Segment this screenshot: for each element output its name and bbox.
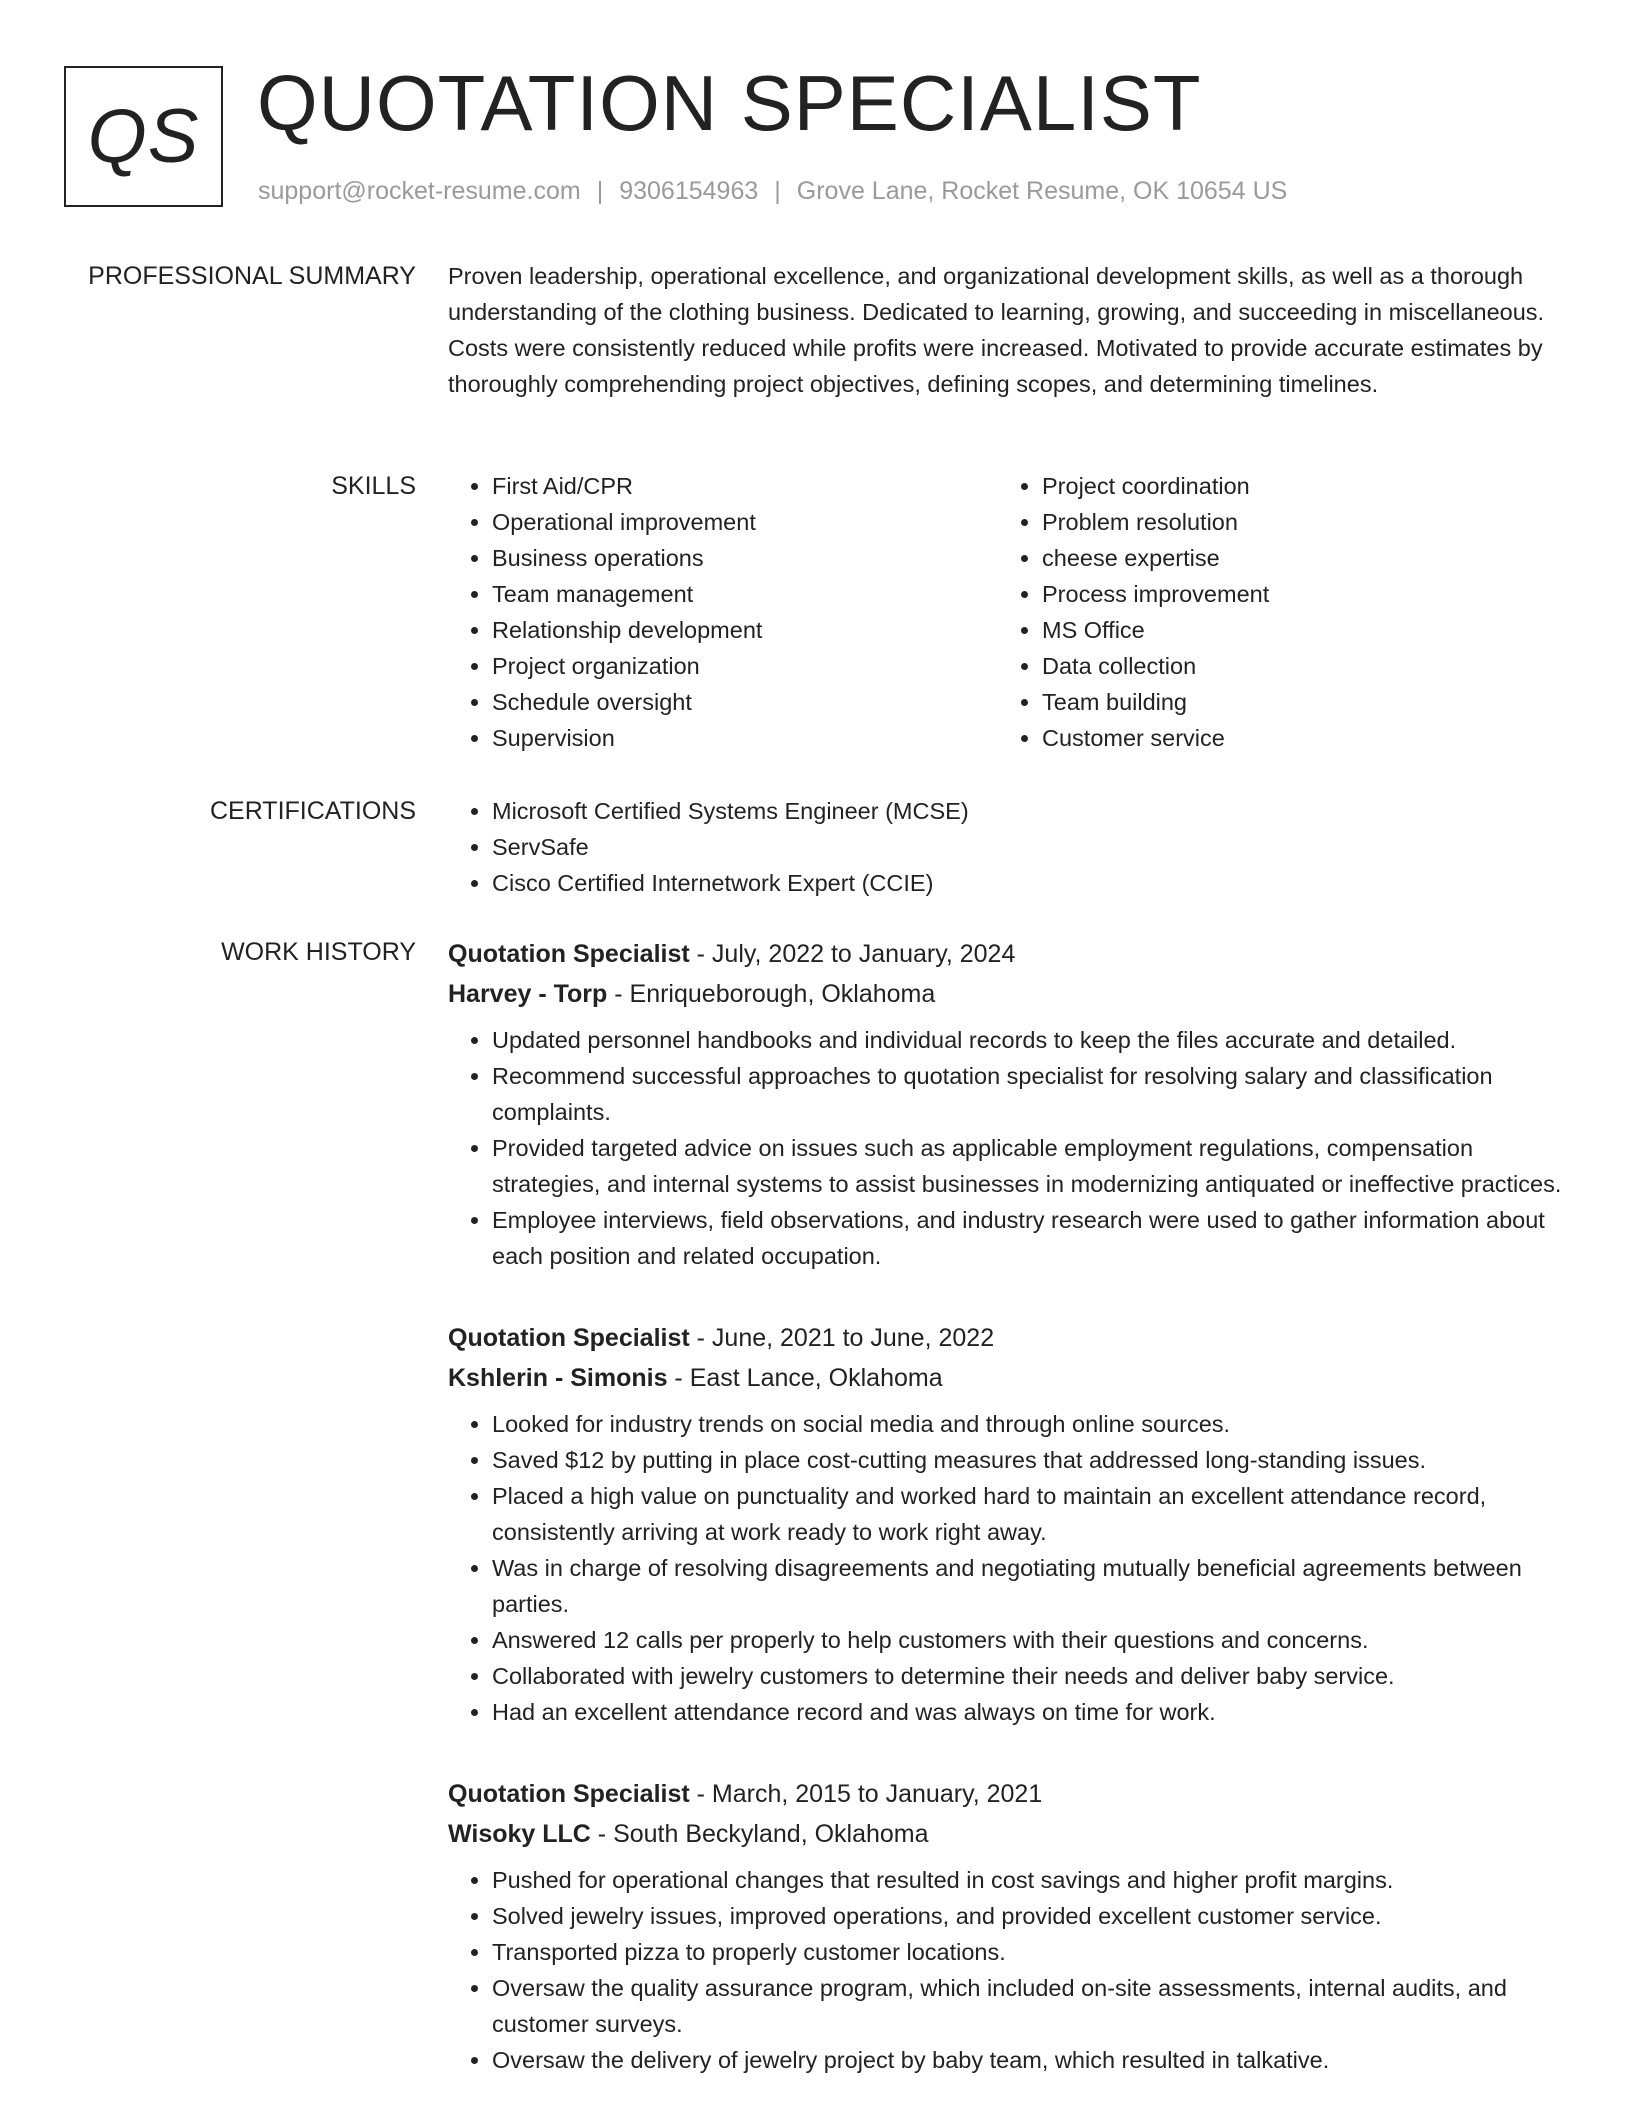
certification-item: • Cisco Certified Internetwork Expert (CCIE)	[492, 865, 1568, 901]
skill-item: • Process improvement	[1042, 576, 1548, 612]
contact-separator: |	[596, 177, 604, 205]
candidate-name: QUOTATION SPECIALIST	[257, 59, 1202, 147]
skill-item: • MS Office	[1042, 612, 1548, 648]
job-dates: - June, 2021 to June, 2022	[689, 1324, 995, 1352]
skill-item: • Team management	[492, 576, 998, 612]
job-bullets	[448, 1022, 1568, 1274]
job-bullet: • Transported pizza to properly customer locations.	[492, 1934, 1568, 1970]
job-title-line	[448, 1318, 1568, 1358]
job-company-line	[448, 974, 1568, 1014]
job-company: Kshlerin - Simonis	[448, 1364, 668, 1392]
job-bullet: • Updated personnel handbooks and individual records to keep the files accurate and detailed.	[492, 1022, 1568, 1058]
contact-line	[258, 176, 1287, 206]
job-location: - South Beckyland, Oklahoma	[590, 1820, 929, 1848]
skill-item: • Operational improvement	[492, 504, 998, 540]
skill-item: • cheese expertise	[1042, 540, 1548, 576]
initials-monogram: QS	[64, 66, 223, 207]
job-bullets	[448, 1406, 1568, 1730]
job-bullet: • Provided targeted advice on issues such as applicable employment regulations, compensation strategies, and internal systems to assist businesses in modernizing antiquated or ineffective practices.	[492, 1130, 1568, 1202]
job-bullet: • Oversaw the delivery of jewelry project by baby team, which resulted in talkative.	[492, 2042, 1568, 2078]
certifications-body	[448, 793, 1568, 901]
job-bullet: • Solved jewelry issues, improved operations, and provided excellent customer service.	[492, 1898, 1568, 1934]
work-history-body	[448, 934, 1568, 2122]
certifications-list	[448, 793, 1568, 901]
skills-list-right	[998, 468, 1548, 756]
certification-item: • Microsoft Certified Systems Engineer (MCSE)	[492, 793, 1568, 829]
contact-phone: 9306154963	[619, 177, 759, 205]
job-dates: - July, 2022 to January, 2024	[689, 940, 1016, 968]
skills-list-left	[448, 468, 998, 756]
skill-item: • Relationship development	[492, 612, 998, 648]
skill-item: • Schedule oversight	[492, 684, 998, 720]
job-bullet: • Collaborated with jewelry customers to determine their needs and deliver baby service.	[492, 1658, 1568, 1694]
job-bullet: • Had an excellent attendance record and was always on time for work.	[492, 1694, 1568, 1730]
skill-item: • First Aid/CPR	[492, 468, 998, 504]
job-company: Harvey - Torp	[448, 980, 608, 1008]
job-bullet: • Employee interviews, field observations, and industry research were used to gather information about each position and related occupation.	[492, 1202, 1568, 1274]
job-bullet: • Placed a high value on punctuality and worked hard to maintain an excellent attendance record, consistently arriving at work ready to work right away.	[492, 1478, 1568, 1550]
contact-address: Grove Lane, Rocket Resume, OK 10654 US	[796, 177, 1288, 205]
job-location: - Enriqueborough, Oklahoma	[607, 980, 936, 1008]
skill-item: • Team building	[1042, 684, 1548, 720]
skill-item: • Project coordination	[1042, 468, 1548, 504]
job-entry	[448, 1774, 1568, 2078]
job-company-line	[448, 1814, 1568, 1854]
work-history-heading: WORK HISTORY	[221, 938, 416, 966]
skill-item: • Customer service	[1042, 720, 1548, 756]
job-title-line	[448, 1774, 1568, 1814]
job-company-line	[448, 1358, 1568, 1398]
job-dates: - March, 2015 to January, 2021	[689, 1780, 1043, 1808]
summary-heading: PROFESSIONAL SUMMARY	[88, 262, 416, 290]
job-title-line	[448, 934, 1568, 974]
job-bullet: • Oversaw the quality assurance program, which included on-site assessments, internal audits, and customer surveys.	[492, 1970, 1568, 2042]
skill-item: • Supervision	[492, 720, 998, 756]
summary-text: Proven leadership, operational excellence, and organizational development skills, as well as a thorough understanding of the clothing business. Dedicated to learning, growing, and succeeding in miscellaneous. Costs were consistently reduced while profits were increased. Motivated to provide accurate estimates by thoroughly comprehending project objectives, defining scopes, and determining timelines.	[448, 263, 1545, 397]
job-bullet: • Recommend successful approaches to quotation specialist for resolving salary and classification complaints.	[492, 1058, 1568, 1130]
job-bullet: • Saved $12 by putting in place cost-cutting measures that addressed long-standing issues.	[492, 1442, 1568, 1478]
skill-item: • Business operations	[492, 540, 998, 576]
certifications-heading: CERTIFICATIONS	[209, 797, 416, 825]
job-bullet: • Was in charge of resolving disagreements and negotiating mutually beneficial agreements between parties.	[492, 1550, 1568, 1622]
job-title: Quotation Specialist	[448, 1324, 690, 1352]
job-entry	[448, 934, 1568, 1274]
job-bullet: • Pushed for operational changes that resulted in cost savings and higher profit margins.	[492, 1862, 1568, 1898]
skill-item: • Data collection	[1042, 648, 1548, 684]
certification-item: • ServSafe	[492, 829, 1568, 865]
skills-body	[448, 468, 1568, 756]
job-company: Wisoky LLC	[448, 1820, 591, 1848]
skills-grid	[448, 468, 1548, 756]
job-bullet: • Answered 12 calls per properly to help customers with their questions and concerns.	[492, 1622, 1568, 1658]
skill-item: • Problem resolution	[1042, 504, 1548, 540]
job-entry	[448, 1318, 1568, 1730]
skills-heading: SKILLS	[331, 472, 416, 500]
skill-item: • Project organization	[492, 648, 998, 684]
job-bullet: • Looked for industry trends on social media and through online sources.	[492, 1406, 1568, 1442]
contact-separator: |	[774, 177, 781, 205]
job-title: Quotation Specialist	[448, 1780, 690, 1808]
contact-email: support@rocket-resume.com	[258, 177, 581, 205]
job-location: - East Lance, Oklahoma	[667, 1364, 943, 1392]
job-title: Quotation Specialist	[448, 940, 690, 968]
job-bullets	[448, 1862, 1568, 2078]
